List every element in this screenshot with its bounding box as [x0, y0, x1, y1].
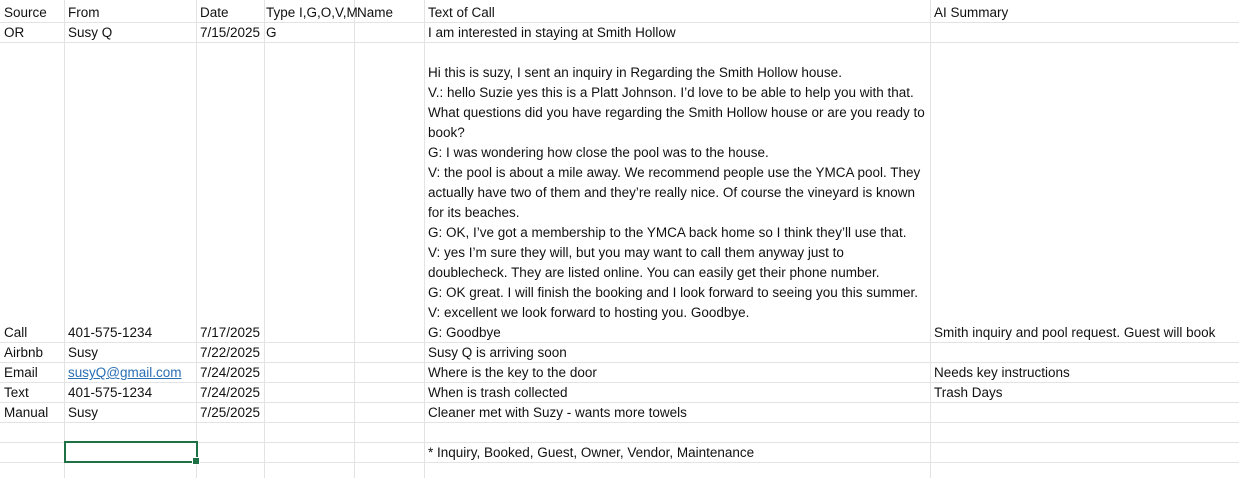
cell-source[interactable]: Call	[4, 325, 28, 340]
column-divider	[354, 0, 355, 478]
cell-source[interactable]: Email	[4, 365, 38, 380]
column-divider	[930, 0, 931, 478]
header-type[interactable]: Type I,G,O,V,M	[266, 5, 358, 20]
cell-from[interactable]: Susy	[68, 405, 99, 420]
header-text-of-call[interactable]: Text of Call	[428, 5, 495, 20]
cell-date[interactable]: 7/24/2025	[200, 385, 261, 400]
cell-date[interactable]: 7/17/2025	[200, 325, 261, 340]
cell-from[interactable]: 401-575-1234	[68, 385, 153, 400]
fill-handle[interactable]	[192, 457, 200, 465]
cell-ai-summary[interactable]: Trash Days	[934, 385, 1003, 400]
cell-text-of-call[interactable]: Hi this is suzy, I sent an inquiry in Regarding the Smith Hollow house. V.: hello Suzie yes this is a Platt Johnson. I’d love to be able to help you with that. What questions did you have regarding the Smith Hollow house or are you ready to book? G: I was wondering how close the pool was to the house. V: the pool is about a mile away. We recommend people use the YMCA pool. They actually have two of them and they’re really nice. Of course the vineyard is known for its beaches. G: OK, I’ve got a membership to the YMCA back home so I think they’ll use that. V: yes I’m sure they will, but you may want to call them anyway just to doublecheck. They are listed online. You can easily get their phone number. G: OK great. I will finish the booking and I look forward to seeing you this summer. V: excellent we look forward to hosting you. Goodbye. G: Goodbye	[428, 65, 925, 340]
column-divider	[424, 0, 425, 478]
cell-text-of-call[interactable]: Where is the key to the door	[428, 365, 597, 380]
footnote-cell[interactable]: * Inquiry, Booked, Guest, Owner, Vendor, Maintenance	[428, 445, 755, 460]
column-divider	[64, 0, 65, 478]
cell-source[interactable]: OR	[4, 25, 25, 40]
cell-source[interactable]: Airbnb	[4, 345, 44, 360]
cell-from[interactable]: 401-575-1234	[68, 325, 153, 340]
header-ai-summary[interactable]: AI Summary	[934, 5, 1009, 20]
cell-source[interactable]: Manual	[4, 405, 49, 420]
cell-text-of-call[interactable]: Cleaner met with Suzy - wants more towels	[428, 405, 687, 420]
cell-ai-summary[interactable]: Needs key instructions	[934, 365, 1070, 380]
header-date[interactable]: Date	[200, 5, 229, 20]
column-divider	[264, 0, 265, 478]
cell-ai-summary[interactable]: Smith inquiry and pool request. Guest will book	[934, 325, 1216, 340]
header-from[interactable]: From	[68, 5, 100, 20]
cell-from[interactable]: Susy	[68, 345, 99, 360]
cell-text-of-call[interactable]: When is trash collected	[428, 385, 568, 400]
cell-date[interactable]: 7/24/2025	[200, 365, 261, 380]
header-source[interactable]: Source	[4, 5, 47, 20]
cell-from[interactable]: Susy Q	[68, 25, 113, 40]
cell-text-of-call[interactable]: I am interested in staying at Smith Hollow	[428, 25, 676, 40]
cell-date[interactable]: 7/25/2025	[200, 405, 261, 420]
email-link[interactable]: susyQ@gmail.com	[68, 365, 182, 380]
cell-text-of-call[interactable]: Susy Q is arriving soon	[428, 345, 567, 360]
cell-source[interactable]: Text	[4, 385, 29, 400]
active-cell-selection[interactable]	[64, 441, 198, 463]
cell-date[interactable]: 7/15/2025	[200, 25, 261, 40]
cell-type[interactable]: G	[266, 25, 277, 40]
column-divider	[196, 0, 197, 478]
header-name[interactable]: Name	[357, 5, 394, 20]
cell-date[interactable]: 7/22/2025	[200, 345, 261, 360]
